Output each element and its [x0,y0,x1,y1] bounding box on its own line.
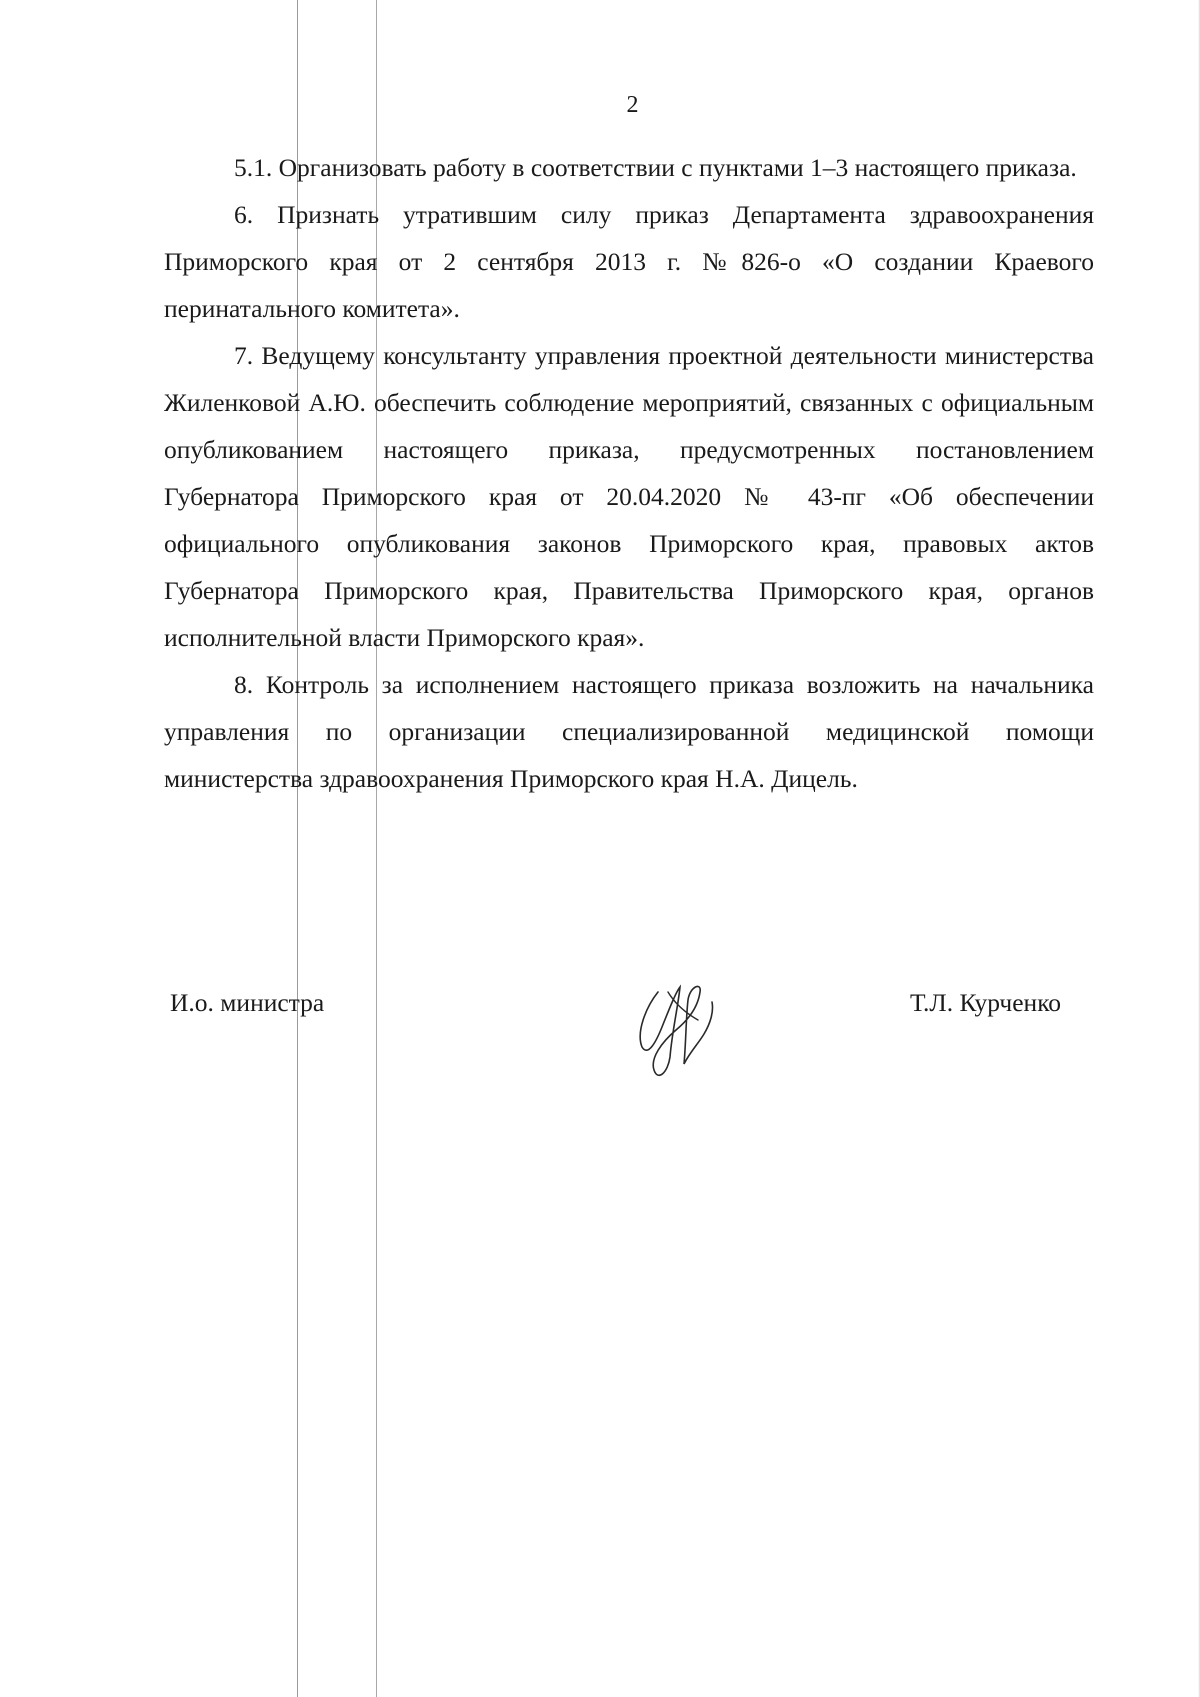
document-body [164,144,1094,802]
signatory-name: Т.Л. Курченко [910,988,1062,1017]
paragraph-6: 6. Признать утратившим силу приказ Департамента здравоохранения Приморского края от 2 сентября 2013 г. №826-о «О создании Краевого перинатального комитета». [164,200,1094,323]
signatory-role: И.о. министра [170,988,325,1017]
handwritten-signature [628,972,738,1082]
paragraph-7: 7. Ведущему консультанту управления проектной деятельности министерства Жиленковой А.Ю. обеспечить соблюдение мероприятий, связанных с официальным опубликованием настоящего приказа, предусмотренных постановлением Губернатора Приморского края от 20.04.2020 № 43-пг «Об обеспечении официального опубликования законов Приморского края, правовых актов Губернатора Приморского края, Правительства Приморского края, органов исполнительной власти Приморского края». [164,341,1094,652]
page-number: 2 [626,92,639,118]
paragraph-8: 8. Контроль за исполнением настоящего приказа возложить на начальника управления по организации специализированной медицинской помощи министерства здравоохранения Приморского края Н.А. Дицель. [164,670,1094,793]
paragraph-5-1: 5.1. Организовать работу в соответствии с пунктами 1–3 настоящего приказа. [234,153,1077,182]
